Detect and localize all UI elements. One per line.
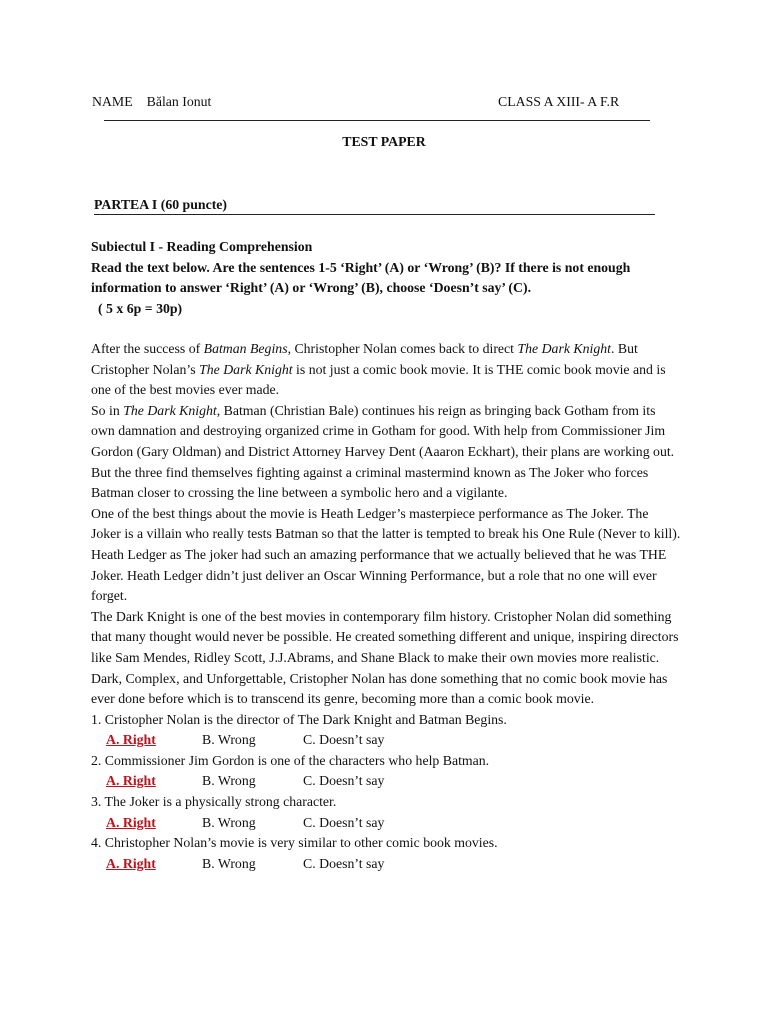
- part-underline: [94, 214, 655, 215]
- question-text: 2. Commissioner Jim Gordon is one of the characters who help Batman.: [91, 752, 490, 768]
- option-a-selected[interactable]: A. Right: [106, 773, 156, 789]
- passage-paragraph: The Dark Knight is one of the best movies in contemporary film history. Cristopher Nolan did something that many thought would never be possible. He created something different and unique, inspiring directors like Sam Mendes, Ridley Scott, J.J.Abrams, and Shane Black to make their own movies more realistic.: [91, 608, 679, 665]
- part-heading: PARTEA I (60 puncte): [94, 197, 228, 212]
- movie-title: The Dark Knight: [199, 361, 293, 377]
- passage-paragraph: So in The Dark Knight, Batman (Christian Bale) continues his reign as bringing back Gotham from its own damnation and destroying organized crime in Gotham for good. With help from Commissioner Jim Gordon (Gary Oldman) and District Attorney Harvey Dent (Aaaron Eckhart), their plans are working out. But the three find themselves fighting against a criminal mastermind known as The Joker who forces Batman closer to crossing the line between a symbolic hero and a vigilante.: [91, 402, 675, 501]
- option-c[interactable]: C. Doesn’t say: [303, 814, 385, 830]
- option-b[interactable]: B. Wrong: [202, 773, 256, 789]
- student-name: [92, 94, 211, 110]
- option-b[interactable]: B. Wrong: [202, 814, 256, 830]
- subject-block: [91, 237, 651, 319]
- question-item: [91, 710, 681, 751]
- option-b[interactable]: B. Wrong: [202, 732, 256, 748]
- class-label: CLASS A XIII- A F.R: [498, 94, 620, 109]
- question-item: [91, 792, 681, 833]
- option-a-selected[interactable]: A. Right: [106, 814, 156, 830]
- answer-options: [91, 771, 681, 792]
- reading-passage: [91, 339, 681, 874]
- passage-paragraph: After the success of Batman Begins, Christopher Nolan comes back to direct The Dark Knight. But Cristopher Nolan’s The Dark Knight is not just a comic book movie. It is THE comic book movie and is one of the best movies ever made.: [91, 341, 666, 398]
- question-text: 1. Cristopher Nolan is the director of The Dark Knight and Batman Begins.: [91, 711, 507, 727]
- passage-paragraph: One of the best things about the movie is Heath Ledger’s masterpiece performance as The Joker. The Joker is a villain who really tests Batman so that the latter is tempted to break his One Rule (Never to kill). Heath Ledger as The joker had such an amazing performance that we actually believed that he was THE Joker. Heath Ledger didn’t just deliver an Oscar Winning Performance, but a role that no one will ever forget.: [91, 505, 681, 604]
- answer-options: [91, 854, 681, 875]
- option-b[interactable]: B. Wrong: [202, 855, 256, 871]
- option-c[interactable]: C. Doesn’t say: [303, 855, 385, 871]
- movie-title: Batman Begins: [203, 341, 288, 356]
- movie-title: The Dark Knight: [517, 341, 611, 356]
- subject-points: ( 5 x 6p = 30p): [98, 300, 183, 316]
- question-item: [91, 833, 681, 874]
- option-a-selected[interactable]: A. Right: [106, 855, 156, 871]
- question-text: 4. Christopher Nolan’s movie is very similar to other comic book movies.: [91, 835, 498, 851]
- question-text: 3. The Joker is a physically strong character.: [91, 794, 337, 810]
- subject-heading: Subiectul I - Reading Comprehension: [91, 239, 313, 254]
- option-a-selected[interactable]: A. Right: [106, 732, 156, 748]
- page-title: TEST PAPER: [342, 134, 426, 149]
- passage-paragraph: Dark, Complex, and Unforgettable, Cristopher Nolan has done something that no comic book movie has ever done before which is to transcend its genre, becoming more than a comic book movie.: [91, 670, 668, 707]
- option-c[interactable]: C. Doesn’t say: [303, 732, 385, 748]
- name-value: Bălan Ionut: [146, 94, 212, 109]
- name-label: NAME: [92, 94, 133, 109]
- option-c[interactable]: C. Doesn’t say: [303, 773, 385, 789]
- answer-options: [91, 730, 681, 751]
- subject-instructions: Read the text below. Are the sentences 1-5 ‘Right’ (A) or ‘Wrong’ (B)? If there is not enough information to answer ‘Right’ (A) or ‘Wrong’ (B), choose ‘Doesn’t say’ (C).: [91, 259, 631, 296]
- header-underline: [104, 120, 650, 121]
- movie-title: The Dark Knight: [123, 402, 217, 418]
- answer-options: [91, 813, 681, 834]
- header-row: [92, 94, 652, 112]
- question-item: [91, 751, 681, 792]
